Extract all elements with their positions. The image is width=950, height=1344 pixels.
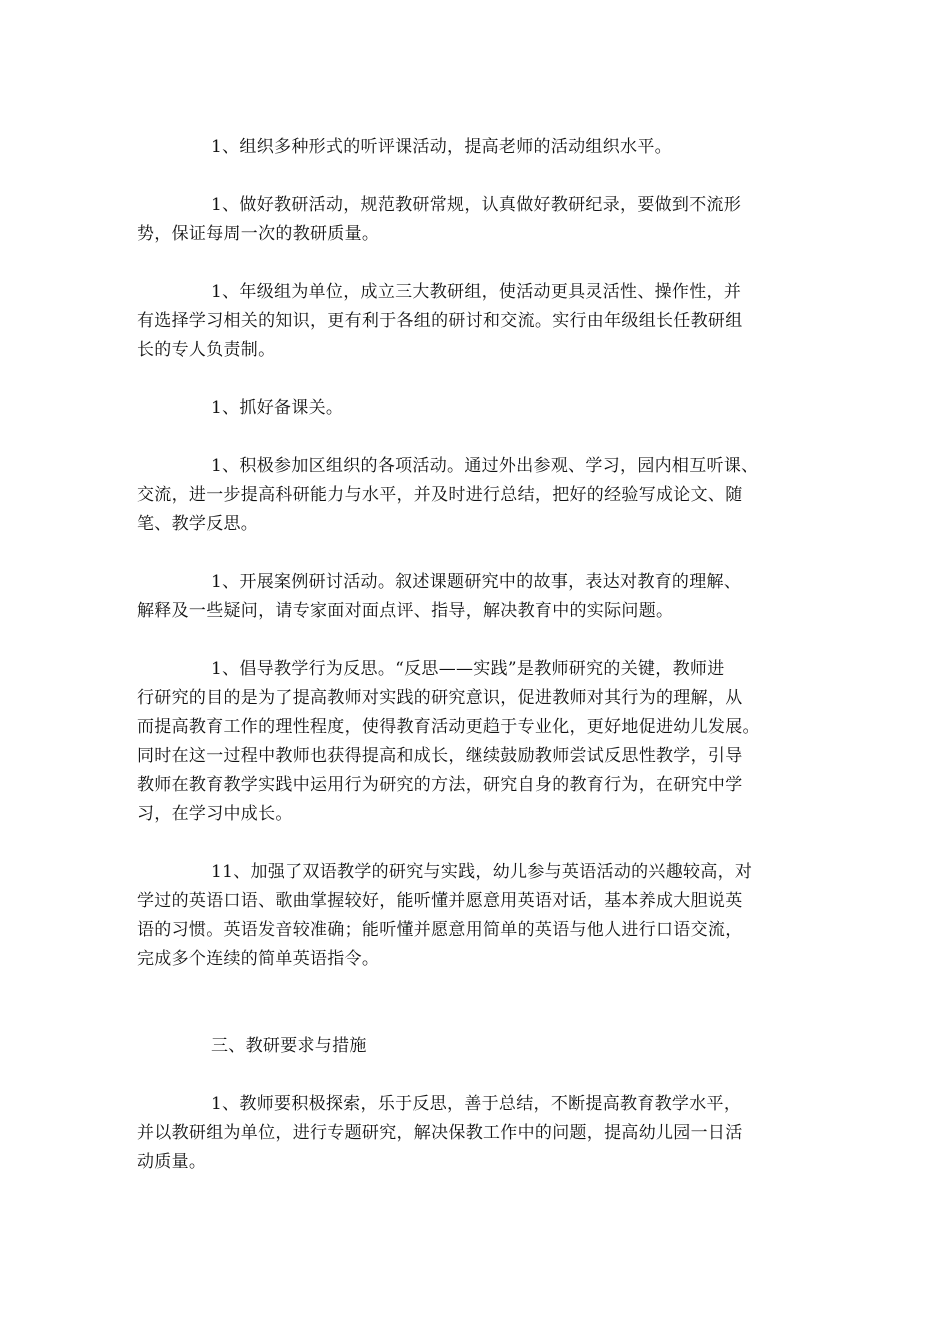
- paragraph-line: 交流，进一步提高科研能力与水平，并及时进行总结，把好的经验写成论文、随: [137, 485, 743, 505]
- paragraph-line: 1、积极参加区组织的各项活动。通过外出参观、学习，园内相互听课、: [211, 456, 759, 476]
- paragraph-line: 并以教研组为单位，进行专题研究，解决保教工作中的问题，提高幼儿园一日活: [137, 1123, 743, 1143]
- paragraph-line: 教师在教育教学实践中运用行为研究的方法，研究自身的教育行为，在研究中学: [137, 775, 743, 795]
- paragraph-line: 1、倡导教学行为反思。“反思——实践”是教师研究的关键，教师进: [211, 659, 725, 679]
- paragraph-10: [137, 1090, 813, 1177]
- paragraph-line: 动质量。: [137, 1152, 207, 1172]
- paragraph-line: 1、年级组为单位，成立三大教研组，使活动更具灵活性、操作性，并: [211, 282, 742, 302]
- paragraph-line: 有选择学习相关的知识，更有利于各组的研讨和交流。实行由年级组长任教研组: [137, 311, 743, 331]
- paragraph-line: 解释及一些疑问，请专家面对面点评、指导，解决教育中的实际问题。: [137, 601, 674, 621]
- paragraph-3: [137, 278, 813, 365]
- paragraph-line: 1、组织多种形式的听评课活动，提高老师的活动组织水平。: [211, 137, 672, 157]
- paragraph-line: 长的专人负责制。: [137, 340, 276, 360]
- paragraph-line: 行研究的目的是为了提高教师对实践的研究意识，促进教师对其行为的理解，从: [137, 688, 743, 708]
- paragraph-1: [137, 133, 813, 162]
- paragraph-line: 而提高教育工作的理性程度，使得教育活动更趋于专业化，更好地促进幼儿发展。: [137, 717, 760, 737]
- paragraph-line: 同时在这一过程中教师也获得提高和成长，继续鼓励教师尝试反思性教学，引导: [137, 746, 743, 766]
- paragraph-line: 11、加强了双语教学的研究与实践，幼儿参与英语活动的兴趣较高，对: [211, 862, 753, 882]
- paragraph-4: [137, 394, 813, 423]
- paragraph-line: 学过的英语口语、歌曲掌握较好，能听懂并愿意用英语对话，基本养成大胆说英: [137, 891, 743, 911]
- paragraph-line: 1、抓好备课关。: [211, 398, 344, 418]
- section-heading: [137, 1032, 813, 1061]
- paragraph-5: [137, 452, 813, 539]
- paragraph-line: 1、做好教研活动，规范教研常规，认真做好教研纪录，要做到不流形: [211, 195, 742, 215]
- paragraph-line: 1、教师要积极探索，乐于反思，善于总结，不断提高教育教学水平，: [211, 1094, 742, 1114]
- paragraph-8: [137, 858, 813, 974]
- paragraph-line: 完成多个连续的简单英语指令。: [137, 949, 380, 969]
- paragraph-2: [137, 191, 813, 249]
- paragraph-line: 势，保证每周一次的教研质量。: [137, 224, 380, 244]
- paragraph-line: 笔、教学反思。: [137, 514, 259, 534]
- paragraph-6: [137, 568, 813, 626]
- paragraph-line: 1、开展案例研讨活动。叙述课题研究中的故事，表达对教育的理解、: [211, 572, 742, 592]
- paragraph-line: 语的习惯。英语发音较准确；能听懂并愿意用简单的英语与他人进行口语交流，: [137, 920, 743, 940]
- section-heading-text: 三、教研要求与措施: [211, 1036, 367, 1056]
- paragraph-line: 习，在学习中成长。: [137, 804, 293, 824]
- paragraph-7: [137, 655, 813, 829]
